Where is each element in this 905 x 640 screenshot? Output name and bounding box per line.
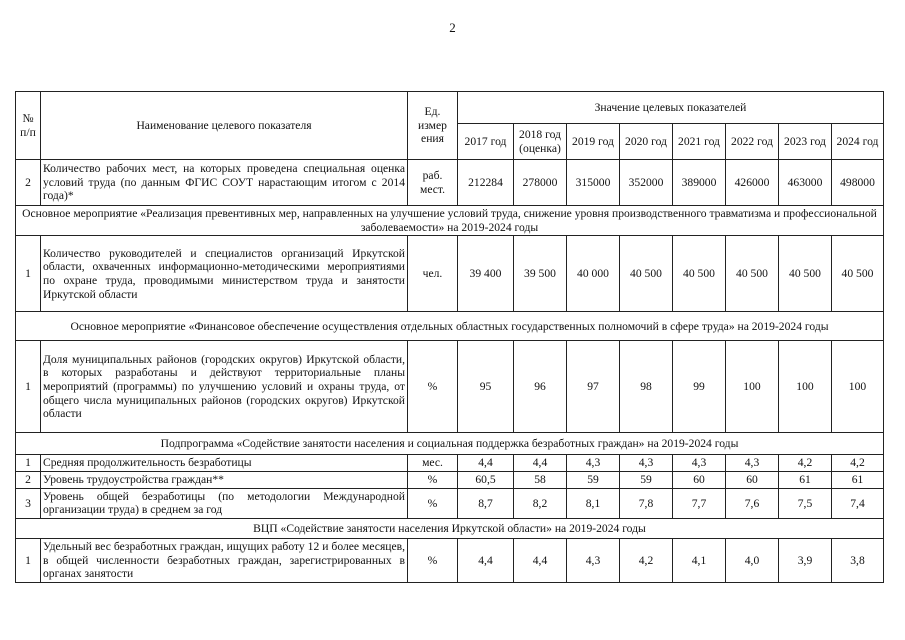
row-value: 7,6 bbox=[726, 488, 779, 518]
row-value: 7,8 bbox=[620, 488, 673, 518]
table-row bbox=[16, 488, 884, 518]
section-title: Основное мероприятие «Реализация превентивных мер, направленных на улучшение условий труда, снижение уровня производственного травматизма и профессиональной заболеваемости» на 2019-2024 годы bbox=[16, 206, 884, 236]
row-value: 352000 bbox=[620, 160, 673, 206]
row-value: 100 bbox=[832, 341, 884, 433]
row-num: 2 bbox=[16, 472, 41, 489]
table-row bbox=[16, 160, 884, 206]
row-value: 99 bbox=[673, 341, 726, 433]
row-value: 60 bbox=[726, 472, 779, 489]
row-value: 59 bbox=[567, 472, 620, 489]
row-value: 4,4 bbox=[458, 455, 514, 472]
row-value: 39 500 bbox=[514, 236, 567, 312]
row-value: 40 500 bbox=[779, 236, 832, 312]
row-num: 2 bbox=[16, 160, 41, 206]
row-value: 40 500 bbox=[620, 236, 673, 312]
row-value: 4,2 bbox=[832, 455, 884, 472]
section-row bbox=[16, 433, 884, 455]
header-year: 2019 год bbox=[567, 124, 620, 160]
row-value: 3,9 bbox=[779, 539, 832, 583]
table-row bbox=[16, 341, 884, 433]
header-year: 2020 год bbox=[620, 124, 673, 160]
row-unit: % bbox=[408, 488, 458, 518]
row-value: 4,4 bbox=[458, 539, 514, 583]
row-value: 3,8 bbox=[832, 539, 884, 583]
row-num: 1 bbox=[16, 539, 41, 583]
row-value: 4,4 bbox=[514, 455, 567, 472]
row-value: 96 bbox=[514, 341, 567, 433]
row-value: 98 bbox=[620, 341, 673, 433]
table-row bbox=[16, 539, 884, 583]
row-value: 212284 bbox=[458, 160, 514, 206]
table-row bbox=[16, 236, 884, 312]
row-value: 40 500 bbox=[832, 236, 884, 312]
row-value: 60,5 bbox=[458, 472, 514, 489]
row-value: 40 500 bbox=[726, 236, 779, 312]
row-unit: % bbox=[408, 472, 458, 489]
row-value: 498000 bbox=[832, 160, 884, 206]
row-value: 97 bbox=[567, 341, 620, 433]
section-row bbox=[16, 206, 884, 236]
row-value: 100 bbox=[779, 341, 832, 433]
row-value: 4,2 bbox=[620, 539, 673, 583]
row-value: 4,3 bbox=[567, 539, 620, 583]
row-value: 40 000 bbox=[567, 236, 620, 312]
row-value: 58 bbox=[514, 472, 567, 489]
header-year: 2018 год (оценка) bbox=[514, 124, 567, 160]
row-value: 4,4 bbox=[514, 539, 567, 583]
header-year: 2022 год bbox=[726, 124, 779, 160]
row-value: 4,1 bbox=[673, 539, 726, 583]
header-num: № п/п bbox=[16, 92, 41, 160]
header-year: 2021 год bbox=[673, 124, 726, 160]
row-name: Уровень общей безработицы (по методологии Международной организации труда) в среднем за год bbox=[41, 488, 408, 518]
section-row bbox=[16, 519, 884, 539]
row-value: 4,2 bbox=[779, 455, 832, 472]
row-value: 389000 bbox=[673, 160, 726, 206]
header-values-title: Значение целевых показателей bbox=[458, 92, 884, 124]
row-num: 1 bbox=[16, 341, 41, 433]
row-num: 1 bbox=[16, 236, 41, 312]
row-name: Количество рабочих мест, на которых проведена специальная оценка условий труда (по данным ФГИС СОУТ нарастающим итогом с 2014 года)* bbox=[41, 160, 408, 206]
row-value: 4,3 bbox=[620, 455, 673, 472]
row-value: 463000 bbox=[779, 160, 832, 206]
row-name: Количество руководителей и специалистов организаций Иркутской области, охваченных информационно-методическими мероприятиями по охране труда, проводимыми министерством труда и занятости Иркутской области bbox=[41, 236, 408, 312]
table-row bbox=[16, 455, 884, 472]
row-value: 4,3 bbox=[726, 455, 779, 472]
row-value: 8,7 bbox=[458, 488, 514, 518]
row-value: 7,5 bbox=[779, 488, 832, 518]
target-indicators-table bbox=[15, 91, 884, 583]
page-number: 2 bbox=[449, 20, 456, 35]
row-value: 61 bbox=[779, 472, 832, 489]
header-name: Наименование целевого показателя bbox=[41, 92, 408, 160]
header-unit: Ед. измер ения bbox=[408, 92, 458, 160]
row-value: 61 bbox=[832, 472, 884, 489]
row-value: 4,3 bbox=[567, 455, 620, 472]
row-unit: мес. bbox=[408, 455, 458, 472]
row-name: Доля муниципальных районов (городских округов) Иркутской области, в которых разработаны и действуют территориальные планы мероприятий (программы) по улучшению условий и охраны труда, от общего числа муниципальных районов (городских округов) Иркутской области bbox=[41, 341, 408, 433]
row-value: 315000 bbox=[567, 160, 620, 206]
row-unit: % bbox=[408, 539, 458, 583]
row-unit: % bbox=[408, 341, 458, 433]
row-name: Удельный вес безработных граждан, ищущих работу 12 и более месяцев, в общей численности безработных граждан, зарегистрированных в органах занятости bbox=[41, 539, 408, 583]
row-value: 426000 bbox=[726, 160, 779, 206]
row-value: 40 500 bbox=[673, 236, 726, 312]
section-title: Основное мероприятие «Финансовое обеспечение осуществления отдельных областных государственных полномочий в сфере труда» на 2019-2024 годы bbox=[16, 312, 884, 341]
row-value: 39 400 bbox=[458, 236, 514, 312]
section-row bbox=[16, 312, 884, 341]
row-value: 60 bbox=[673, 472, 726, 489]
row-num: 1 bbox=[16, 455, 41, 472]
row-value: 8,2 bbox=[514, 488, 567, 518]
section-title: Подпрограмма «Содействие занятости населения и социальная поддержка безработных граждан» на 2019-2024 годы bbox=[16, 433, 884, 455]
section-title: ВЦП «Содействие занятости населения Иркутской области» на 2019-2024 годы bbox=[16, 519, 884, 539]
header-year: 2017 год bbox=[458, 124, 514, 160]
header-year: 2023 год bbox=[779, 124, 832, 160]
row-value: 7,4 bbox=[832, 488, 884, 518]
row-unit: чел. bbox=[408, 236, 458, 312]
row-value: 4,3 bbox=[673, 455, 726, 472]
row-value: 4,0 bbox=[726, 539, 779, 583]
row-value: 100 bbox=[726, 341, 779, 433]
row-name: Средняя продолжительность безработицы bbox=[41, 455, 408, 472]
row-value: 95 bbox=[458, 341, 514, 433]
row-name: Уровень трудоустройства граждан** bbox=[41, 472, 408, 489]
header-year: 2024 год bbox=[832, 124, 884, 160]
row-value: 278000 bbox=[514, 160, 567, 206]
row-value: 8,1 bbox=[567, 488, 620, 518]
table-row bbox=[16, 472, 884, 489]
row-value: 7,7 bbox=[673, 488, 726, 518]
row-value: 59 bbox=[620, 472, 673, 489]
row-num: 3 bbox=[16, 488, 41, 518]
row-unit: раб. мест. bbox=[408, 160, 458, 206]
